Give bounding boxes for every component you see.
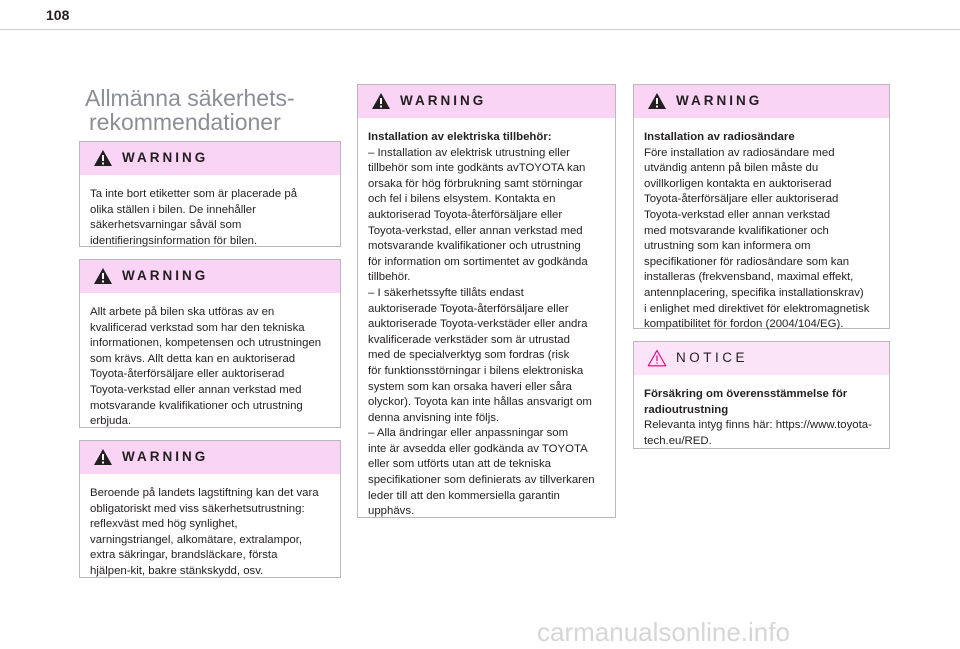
body-line: antennplacering, specifika installationskrav) [644, 286, 864, 299]
warning-header [634, 85, 889, 118]
body-line: upphävs. [368, 505, 415, 518]
notice-label: NOTICE [676, 350, 749, 365]
warning-header [80, 142, 340, 175]
warning-label: WARNING [400, 93, 487, 108]
body-line: med de specialverktyg som fordras (risk [368, 349, 570, 362]
notice-triangle-icon [647, 349, 667, 367]
warning-label: WARNING [122, 150, 209, 165]
body-line: eller som utförts utan att de tekniska [368, 458, 551, 471]
warning-triangle-icon [93, 448, 113, 466]
body-line: i enlighet med direktivet för elektromagnetisk [644, 302, 870, 315]
body-line: system som kan orsaka haveri eller såra [368, 380, 572, 393]
body-line: auktoriserade Toyota-återförsäljare eller [368, 302, 569, 315]
body-heading: radioutrustning [644, 403, 729, 416]
notice-box-radio-equipment [633, 341, 890, 449]
warning-box-electrical-accessories [357, 84, 616, 518]
body-line: kvalificerade verkstäder som är utrustad [368, 333, 570, 346]
body-line: olyckor). Toyota kan inte hållas ansvarigt om [368, 396, 592, 409]
body-line: Toyota-verkstad, eller annan verkstad med [368, 224, 583, 237]
body-line: auktoriserade Toyota-verkstäder eller andra [368, 318, 588, 331]
watermark: carmanualsonline.info [537, 617, 790, 647]
warning-triangle-icon [647, 92, 667, 110]
body-line: Toyota-verkstad eller annan verkstad med [90, 383, 302, 396]
warning-body [80, 474, 340, 588]
body-line: Allt arbete på bilen ska utföras av en [90, 306, 275, 318]
warning-body [358, 118, 615, 528]
body-line: – I säkerhetssyfte tillåts endast [368, 286, 524, 299]
body-line: som krävs. Allt detta kan en auktoriserad [90, 352, 296, 365]
body-line: Beroende på landets lagstiftning kan det vara [90, 487, 319, 499]
body-heading: Installation av radiosändare [644, 131, 795, 143]
body-line: kvalificerad verkstad som har den tekniska [90, 321, 305, 334]
body-line: utvändig antenn på bilen måste du [644, 162, 819, 175]
body-line: olika ställen i bilen. De innehåller [90, 203, 256, 216]
warning-triangle-icon [93, 267, 113, 285]
warning-body [634, 118, 889, 341]
page-title-line-1: Allmänna säkerhets- [85, 85, 295, 111]
body-line: ovillkorligen kontakta en auktoriserad [644, 177, 832, 190]
body-line: Ta inte bort etiketter som är placerade på [90, 188, 298, 200]
warning-box-safety-equipment [79, 440, 341, 578]
warning-box-labels [79, 141, 341, 247]
warning-label: WARNING [122, 449, 209, 464]
body-line: utrustning som kan informera om [644, 240, 811, 253]
body-line: Relevanta intyg finns här: https://www.toyota- [644, 419, 872, 432]
body-line: orsaka för hög förbrukning samt störningar [368, 177, 583, 190]
body-line: installeras (frekvensband, maximal effekt, [644, 271, 854, 284]
body-line: för information om sortimentet av godkända [368, 255, 588, 268]
body-line: erbjuda. [90, 415, 132, 428]
notice-header [634, 342, 889, 375]
body-line: Toyota-återförsäljare eller auktoriserad [90, 368, 285, 381]
body-line: och fel i bilens elsystem. Kontakta en [368, 193, 556, 206]
warning-header [80, 260, 340, 293]
body-line: specifikationer som definierats av tillverkaren [368, 474, 595, 487]
body-line: hjälpen-kit, bakre stänkskydd, osv. [90, 564, 264, 577]
body-line: för funktionsstörningar i bilens elektroniska [368, 364, 584, 377]
page-title-line-2: rekommendationer [89, 109, 281, 135]
body-line: – Installation av elektrisk utrustning eller [368, 146, 570, 159]
page-title [85, 86, 345, 134]
warning-triangle-icon [93, 149, 113, 167]
body-line: leder till att den kommersiella garantin [368, 489, 560, 502]
body-line: Toyota-verkstad eller annan verkstad [644, 208, 831, 221]
body-line: reflexväst med hög synlighet, [90, 518, 238, 531]
top-rule [0, 29, 960, 30]
body-line: motsvarande kvalifikationer och utrustning [368, 240, 581, 253]
warning-header [80, 441, 340, 474]
body-line: obligatoriskt med viss säkerhetsutrustning: [90, 502, 305, 515]
warning-label: WARNING [122, 268, 209, 283]
body-line: specifikationer för radiosändare som kan [644, 255, 850, 268]
body-line: – Alla ändringar eller anpassningar som [368, 427, 569, 440]
body-line: varningstriangel, alkomätare, extralampor, [90, 533, 303, 546]
warning-body [80, 293, 340, 438]
body-line: kompatibilitet för fordon (2004/104/EG). [644, 318, 844, 331]
body-line: Före installation av radiosändare med [644, 146, 835, 159]
body-line: med motsvarande kvalifikationer och [644, 224, 829, 237]
warning-box-radio-transmitters [633, 84, 890, 329]
warning-triangle-icon [371, 92, 391, 110]
body-line: auktoriserad Toyota-återförsäljare eller [368, 208, 563, 221]
warning-header [358, 85, 615, 118]
warning-box-workshop [79, 259, 341, 428]
body-heading: Installation av elektriska tillbehör: [368, 131, 552, 143]
body-line: identifieringsinformation för bilen. [90, 234, 258, 247]
body-line: tillbehör som inte godkänts avTOYOTA kan [368, 162, 586, 175]
body-line: säkerhetsvarningar såväl som [90, 219, 242, 232]
body-heading: Försäkring om överensstämmelse för [644, 388, 848, 400]
body-line: tech.eu/RED. [644, 434, 712, 447]
warning-body [80, 175, 340, 257]
body-line: denna anvisning inte följs. [368, 411, 500, 424]
body-line: extra säkringar, brandsläckare, första [90, 549, 278, 562]
body-line: tillbehör. [368, 271, 411, 284]
body-line: inte är avsedda eller godkända av TOYOTA [368, 442, 588, 455]
body-line: informationen, kompetensen och utrustningen [90, 337, 322, 350]
body-line: motsvarande kvalifikationer och utrustning [90, 399, 303, 412]
body-line: Toyota-återförsäljare eller auktoriserad [644, 193, 839, 206]
page-number: 108 [46, 7, 70, 23]
warning-label: WARNING [676, 93, 763, 108]
notice-body [634, 375, 889, 457]
